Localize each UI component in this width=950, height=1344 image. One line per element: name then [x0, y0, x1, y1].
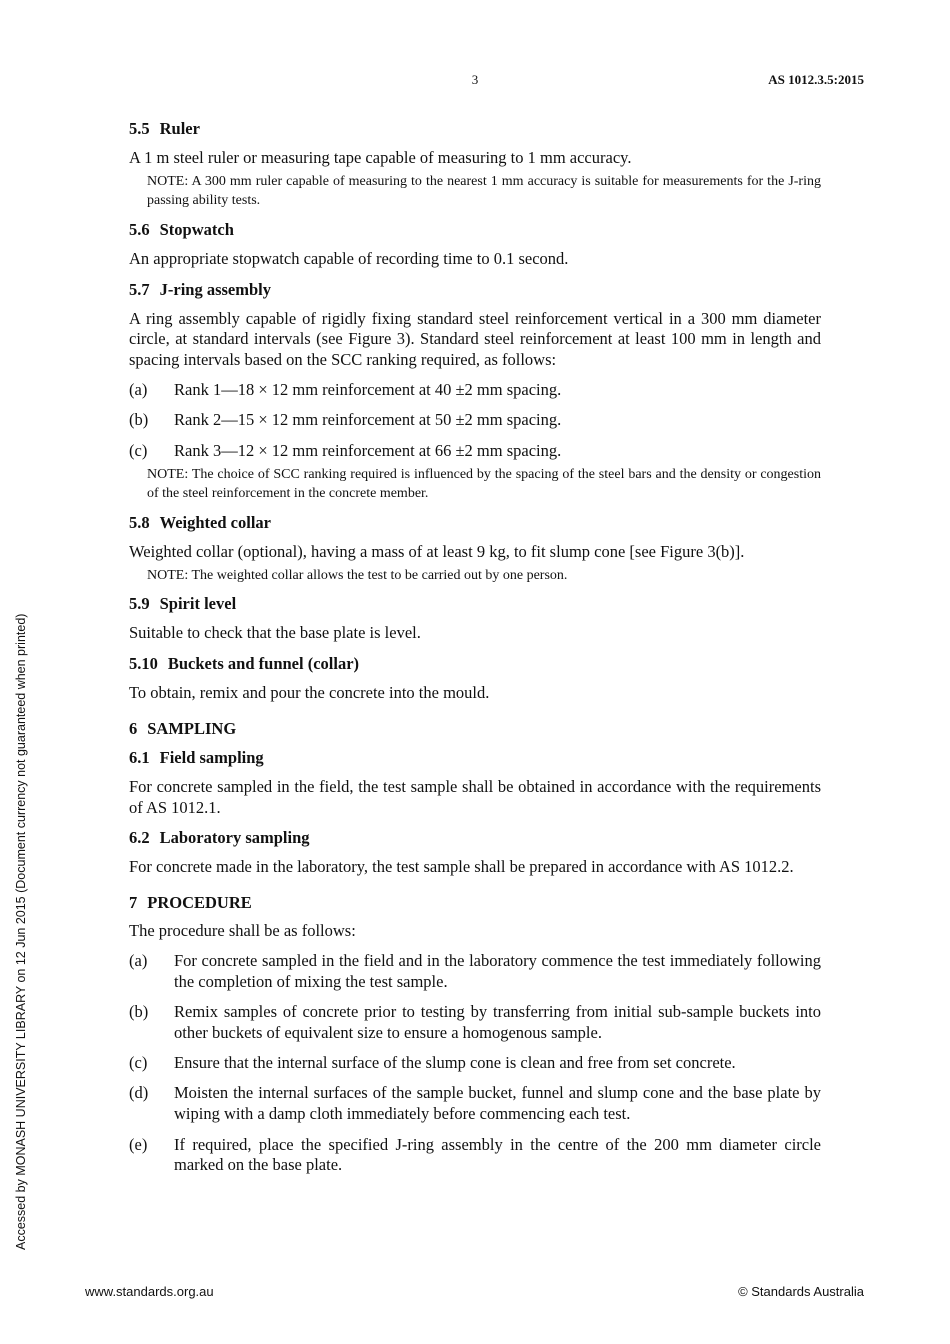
list-label: (a)	[129, 950, 148, 970]
list-label: (b)	[129, 1002, 149, 1022]
list-label: (a)	[129, 379, 148, 399]
document-id: AS 1012.3.5:2015	[768, 72, 864, 87]
paragraph: Weighted collar (optional), having a mass of at least 9 kg, to fit slump cone [see Figure 3(b)].	[129, 541, 745, 561]
list-text: For concrete sampled in the field and in the laboratory commence the test immediately following the completion of mixing the test sample.	[174, 950, 821, 991]
paragraph: The procedure shall be as follows:	[129, 921, 356, 941]
list-text: Moisten the internal surfaces of the sample bucket, funnel and slump cone and the base plate by wiping with a damp cloth immediately before commencing each test.	[174, 1083, 821, 1124]
section-title: Weighted collar	[159, 512, 271, 532]
section-title: Field sampling	[159, 747, 264, 767]
section-number: 5.9	[129, 594, 150, 614]
page-number: 3	[471, 72, 479, 87]
section-heading	[129, 747, 821, 769]
section-title: J-ring assembly	[159, 279, 271, 299]
list-text: If required, place the specified J-ring assembly in the centre of the 200 mm diameter circle marked on the base plate.	[174, 1134, 821, 1175]
paragraph: A ring assembly capable of rigidly fixing standard steel reinforcement vertical in a 300 mm diameter circle, at standard intervals (see Figure 3). Standard steel reinforcement at least 100 mm in length and spacing intervals based on the SCC ranking required, as follows:	[129, 308, 821, 370]
list-text: Rank 3—12 × 12 mm reinforcement at 66 ±2 mm spacing.	[174, 440, 562, 460]
section-title: Stopwatch	[159, 219, 234, 239]
section-number: 5.7	[129, 279, 150, 299]
section-heading	[129, 653, 821, 675]
section-number: 5.5	[129, 119, 150, 138]
list-item	[129, 1083, 821, 1125]
note: NOTE: The choice of SCC ranking required is influenced by the spacing of the steel bars and the density or congestion of the steel reinforcement in the concrete member.	[147, 466, 821, 502]
paragraph: For concrete sampled in the field, the test sample shall be obtained in accordance with the requirements of AS 1012.1.	[129, 776, 821, 817]
clause-number: 6	[129, 718, 138, 738]
section-heading	[129, 593, 821, 615]
section-title: Spirit level	[159, 594, 237, 614]
list-item	[129, 441, 821, 462]
list-text: Ensure that the internal surface of the slump cone is clean and free from set concrete.	[174, 1053, 736, 1073]
note: NOTE: A 300 mm ruler capable of measuring to the nearest 1 mm accuracy is suitable for measurements for the J-ring passing ability tests.	[147, 173, 821, 209]
access-watermark: Accessed by MONASH UNIVERSITY LIBRARY on 12 Jun 2015 (Document currency not guaranteed when printed)	[14, 613, 28, 1250]
list-text: Remix samples of concrete prior to testing by transferring from initial sub-sample buckets into other buckets of equivalent size to ensure a homogenous sample.	[174, 1002, 821, 1042]
paragraph: For concrete made in the laboratory, the test sample shall be prepared in accordance with AS 1012.2.	[129, 857, 794, 877]
list-label: (d)	[129, 1083, 149, 1103]
footer-copyright: © Standards Australia	[738, 1284, 864, 1299]
clause-heading	[129, 892, 821, 914]
list-item	[129, 1135, 821, 1177]
list-text: Rank 1—18 × 12 mm reinforcement at 40 ±2 mm spacing.	[174, 379, 562, 399]
clause-title: SAMPLING	[147, 718, 237, 738]
list-item	[129, 410, 821, 431]
section-heading	[129, 118, 821, 140]
paragraph: To obtain, remix and pour the concrete into the mould.	[129, 682, 490, 702]
footer-website-link[interactable]: www.standards.org.au	[85, 1284, 214, 1299]
section-heading	[129, 512, 821, 534]
section-heading	[129, 827, 821, 849]
section-number: 6.1	[129, 747, 150, 767]
clause-number: 7	[129, 893, 138, 913]
section-heading	[129, 219, 821, 241]
list-item	[129, 380, 821, 401]
clause-title: PROCEDURE	[147, 893, 252, 913]
list-item	[129, 1002, 821, 1044]
section-title: Laboratory sampling	[159, 828, 310, 848]
section-number: 6.2	[129, 828, 150, 848]
list-label: (c)	[129, 1053, 148, 1073]
section-title: Ruler	[159, 119, 200, 138]
list-label: (c)	[129, 440, 148, 460]
section-number: 5.8	[129, 512, 150, 532]
list-label: (b)	[129, 410, 149, 430]
note: NOTE: The weighted collar allows the test to be carried out by one person.	[147, 567, 568, 583]
list-item	[129, 951, 821, 993]
list-label: (e)	[129, 1134, 148, 1154]
document-body	[129, 118, 821, 1186]
paragraph: An appropriate stopwatch capable of recording time to 0.1 second.	[129, 248, 569, 268]
section-heading	[129, 279, 821, 301]
list-text: Rank 2—15 × 12 mm reinforcement at 50 ±2 mm spacing.	[174, 410, 562, 430]
section-title: Buckets and funnel (collar)	[167, 653, 360, 673]
paragraph: A 1 m steel ruler or measuring tape capable of measuring to 1 mm accuracy.	[129, 148, 632, 167]
clause-heading	[129, 718, 821, 740]
list-item	[129, 1053, 821, 1074]
section-number: 5.10	[129, 653, 158, 673]
paragraph: Suitable to check that the base plate is level.	[129, 623, 421, 643]
section-number: 5.6	[129, 219, 150, 239]
